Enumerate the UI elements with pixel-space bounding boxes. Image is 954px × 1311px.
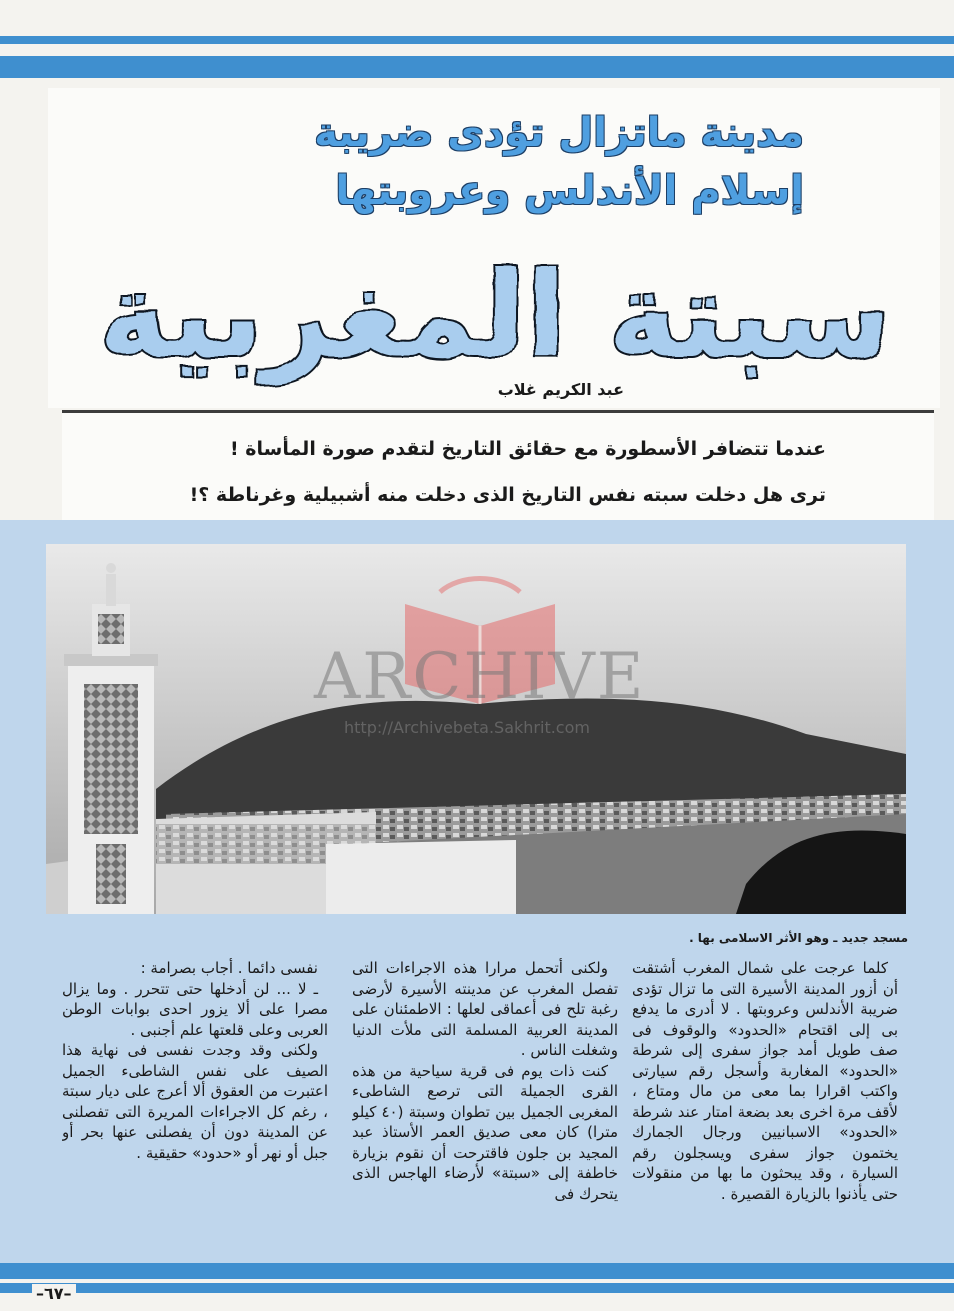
watermark-text: ARCHIVE	[314, 640, 646, 714]
author-byline: عبد الكريم غلاب	[497, 380, 624, 399]
top-band-thin	[0, 36, 954, 44]
page-number: –٦٧–	[32, 1284, 76, 1303]
article-column-3	[62, 958, 328, 1238]
subhead-2: ترى هل دخلت سبته نفس التاريخ الذى دخلت منه أشبيلية وغرناطة ؟!	[189, 484, 826, 506]
paragraph: ولكنى وقد وجدت نفسى فى نهاية هذا الصيف على نفس الشاطىء الجميل اعتبرت من العقوق ألا أعرج على ديار سبتة ، رغم كل الاجراءات المريرة التى تفصلنى عن المدينة دون أن يفصلنى عنها بحر أو جبل أو نهر أو «حدود» حقيقية .	[62, 1041, 328, 1162]
photo-caption: مسجد جديد ـ وهو الأثر الاسلامى بها .	[689, 931, 908, 945]
paragraph: ولكنى أتحمل مرارا هذه الاجراءات التى تفصل المغرب عن مدينته الأسيرة لأرضى رغبة تلح فى أعماقى لعلها : الاطمئنان على المدينة العربية المسلمة التى ملأت الدنيا وشغلت الناس .	[352, 959, 618, 1059]
watermark-url: http://Archivebeta.Sakhrit.com	[344, 718, 590, 737]
article-column-1	[632, 958, 898, 1238]
bottom-band-thin	[0, 1283, 954, 1293]
paragraph: نفسى دائما . أجاب بصرامة :	[140, 959, 318, 977]
bottom-band-thick	[0, 1263, 954, 1279]
paragraph: كلما عرجت على شمال المغرب أشتقت أن أزور المدينة الأسيرة التى ما تزال تؤدى ضريبة الأندلس وعروبتها . لا أدرى ما يدفع بى إلى اقتحام «الحدود» والوقوف فى صف طويل أمد جواز سفرى إلى شرطة «الحدود» المغاربة وأسجل رقم سيارتى واكتب اقرارا بما معى من مال ومتاع ، لأقف مرة اخرى بعد بضعة امتار عند شرطة «الحدود» الاسبانيين ورجال الجمارك يختمون جواز سفرى ويسجلون رقم السيارة ، وقد يبحثون ما بها من منقولات حتى يأذنوا بالزيارة القصيرة .	[632, 959, 898, 1203]
paragraph: كنت ذات يوم فى قرية سياحية من هذه القرى الجميلة التى ترصع الشاطىء المغربى الجميل بين تطوان وسبتة (٤٠ كيلو مترا) كان معى صديق العمر الأستاذ عبد المجيد بن جلون فاقترحت أن نقوم بزيارة خاطفة إلى «سبتة» لأرضاء الهاجس الذى يتحرك فى	[352, 1061, 618, 1203]
headline-line-1: مدينة ماتزال تؤدى ضريبة	[314, 110, 804, 156]
headline-line-2: إسلام الأندلس وعروبتها	[335, 168, 804, 214]
main-title-text: سبتة المغربية	[98, 248, 892, 384]
article-column-2	[352, 958, 618, 1238]
paragraph: ـ لا ... لن أدخلها حتى تتحرر . وما يزال مصرا على ألا يزور احدى بوابات الوطن العربى وعلى قلعتها علم أجنبى .	[62, 979, 328, 1039]
subhead-1: عندما تتضافر الأسطورة مع حقائق التاريخ لتقدم صورة المأساة !	[230, 438, 826, 460]
main-title	[60, 248, 930, 388]
top-band-thick	[0, 56, 954, 78]
